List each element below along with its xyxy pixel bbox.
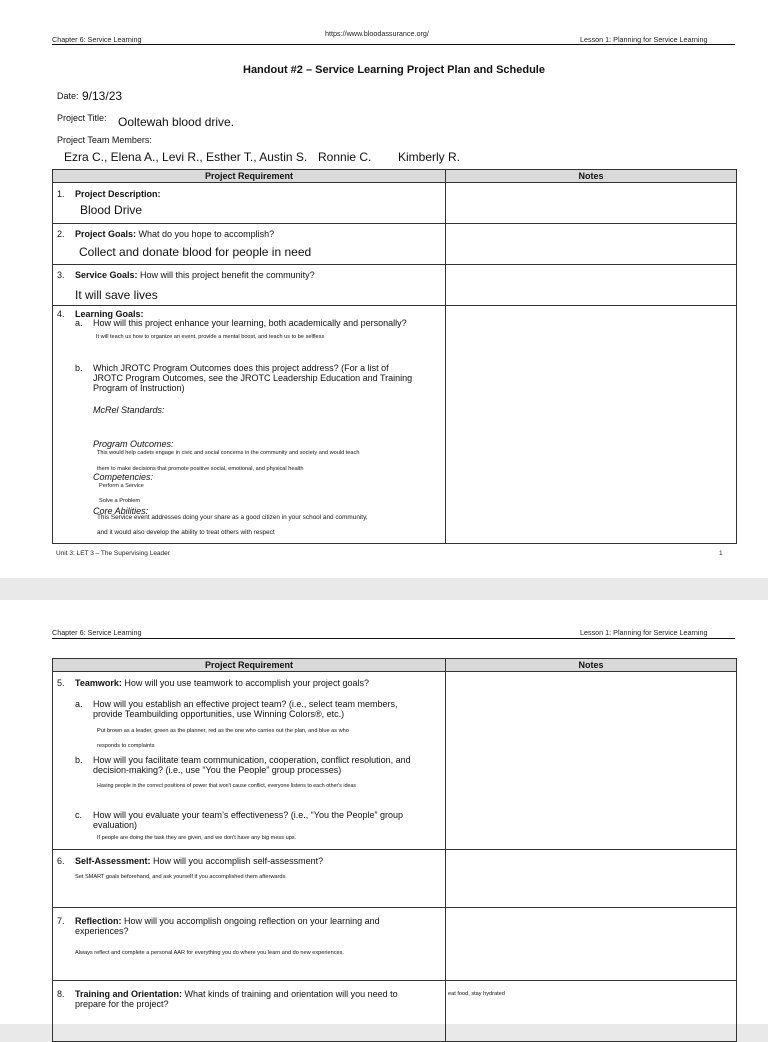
project-title-value: Ooltewah blood drive. <box>118 115 235 129</box>
sub-answer: If people are doing the task they are given, and we don't have any big mess ups. <box>97 835 297 841</box>
notes-cell[interactable] <box>446 981 737 1042</box>
row-label: Learning Goals: <box>75 309 144 319</box>
team-members-value: Ezra C., Elena A., Levi R., Esther T., Austin S. <box>64 150 308 164</box>
row-number: 1. <box>57 189 65 199</box>
page-header-left: Chapter 6: Service Learning <box>52 628 142 637</box>
notes-cell[interactable] <box>446 306 737 544</box>
handout-title: Handout #2 – Service Learning Project Plan and Schedule <box>243 64 545 76</box>
core-abilities-answer: and it would also develop the ability to treat others with respect <box>97 529 275 536</box>
sub-marker: b. <box>75 755 83 765</box>
row-label: Project Description: <box>75 189 161 199</box>
row-question: How will this project benefit the community? <box>137 270 315 280</box>
competencies-answer: Solve a Problem <box>99 498 141 504</box>
row-number: 2. <box>57 229 65 239</box>
notes-cell[interactable] <box>446 265 737 306</box>
column-header-requirement: Project Requirement <box>53 659 446 672</box>
page-header-right: Lesson 1: Planning for Service Learning <box>580 628 708 637</box>
page-footer-left: Unit 3: LET 3 – The Supervising Leader <box>56 550 170 557</box>
sub-question: Program of Instruction) <box>93 383 185 393</box>
team-members-label: Project Team Members: <box>57 135 152 145</box>
row-answer: Always reflect and complete a personal AAR for everything you do where you learn and do new experiences. <box>75 950 344 956</box>
program-outcomes-answer: them to make decisions that promote positive social, emotional, and physical health <box>97 466 304 472</box>
sub-question: decision-making? (i.e., use “You the People” group processes) <box>93 765 342 775</box>
sub-question: How will you evaluate your team’s effectiveness? (i.e., “You the People” group <box>93 810 404 820</box>
team-members-value-3: Kimberly R. <box>398 150 461 164</box>
row-number: 6. <box>57 856 65 866</box>
team-members-value-2: Ronnie C. <box>318 150 372 164</box>
sub-marker: b. <box>75 363 83 373</box>
row-label: Service Goals: <box>75 270 138 280</box>
header-rule <box>52 638 735 639</box>
program-outcomes-answer: This would help cadets engage in civic and social concerns in the community and society and would teach <box>97 450 360 456</box>
notes-cell[interactable] <box>446 183 737 224</box>
table-row <box>53 672 737 850</box>
table-row <box>53 224 737 265</box>
row-label: Reflection: <box>75 916 122 926</box>
date-label: Date: <box>57 91 79 101</box>
row-question: What do you hope to accomplish? <box>136 229 275 239</box>
sub-question: How will you facilitate team communication, cooperation, conflict resolution, and <box>93 755 411 765</box>
row-question: How will you accomplish ongoing reflection on your learning and <box>121 916 380 926</box>
header-rule <box>52 44 735 45</box>
sub-answer: Having people in the correct positions of power that won't cause conflict, everyone listens to each other's ideas <box>97 783 357 789</box>
column-header-requirement: Project Requirement <box>53 170 446 183</box>
document-page-2 <box>0 600 768 1024</box>
row-number: 7. <box>57 916 65 926</box>
core-abilities-answer: This Service event addresses doing your share as a good citizen in your school and community, <box>97 514 368 521</box>
sub-question: Which JROTC Program Outcomes does this project address? (For a list of <box>93 363 389 373</box>
sub-marker: c. <box>75 810 83 820</box>
row-question: prepare for the project? <box>75 999 169 1009</box>
row-number: 3. <box>57 270 65 280</box>
sub-answer: responds to complaints <box>97 743 155 749</box>
table-row <box>53 183 737 224</box>
project-title-label: Project Title: <box>57 113 107 123</box>
table-row <box>53 908 737 981</box>
row-number: 5. <box>57 678 65 688</box>
row-question: How will you use teamwork to accomplish your project goals? <box>121 678 369 688</box>
row-label: Training and Orientation: <box>75 989 183 999</box>
row-answer: Collect and donate blood for people in need <box>79 245 312 259</box>
page-header-left: Chapter 6: Service Learning <box>52 35 142 44</box>
row-label: Self-Assessment: <box>75 856 151 866</box>
table-row <box>53 265 737 306</box>
requirements-table <box>52 658 737 1042</box>
row-number: 8. <box>57 989 65 999</box>
program-outcomes-label: Program Outcomes: <box>93 439 174 449</box>
row-label: Teamwork: <box>75 678 122 688</box>
notes-cell[interactable] <box>446 672 737 850</box>
mcrel-standards-label: McRel Standards: <box>93 405 165 415</box>
competencies-answer: Perform a Service <box>99 483 144 489</box>
sub-marker: a. <box>75 699 83 709</box>
page-header-right: Lesson 1: Planning for Service Learning <box>580 35 708 44</box>
column-header-notes: Notes <box>446 659 737 672</box>
page-header-url[interactable]: https://www.bloodassurance.org/ <box>325 29 429 38</box>
row-answer: Set SMART goals beforehand, and ask yourself if you accomplished them afterwards. <box>75 874 287 880</box>
sub-question: JROTC Program Outcomes, see the JROTC Leadership Education and Training <box>93 373 413 383</box>
table-row <box>53 306 737 544</box>
page-number: 1 <box>719 550 723 557</box>
row-answer: Blood Drive <box>80 203 143 217</box>
row-label: Project Goals: <box>75 229 137 239</box>
core-abilities-label: Core Abilities: <box>93 506 149 516</box>
competencies-label: Competencies: <box>93 472 154 482</box>
row-answer: It will save lives <box>75 288 158 302</box>
row-question: What kinds of training and orientation will you need to <box>182 989 398 999</box>
notes-cell[interactable] <box>446 850 737 908</box>
row-question: experiences? <box>75 926 129 936</box>
requirements-table <box>52 169 737 544</box>
notes-cell[interactable] <box>446 224 737 265</box>
column-header-notes: Notes <box>446 170 737 183</box>
date-value: 9/13/23 <box>82 89 123 103</box>
row-question: How will you accomplish self-assessment? <box>150 856 324 866</box>
sub-question: How will this project enhance your learning, both academically and personally? <box>93 318 407 328</box>
table-row <box>53 981 737 1042</box>
row-notes: eat food, stay hydrated <box>448 991 505 997</box>
sub-question: provide Teambuilding opportunities, use Winning Colors®, etc.) <box>93 709 345 719</box>
sub-marker: a. <box>75 318 83 328</box>
sub-question: How will you establish an effective project team? (i.e., select team members, <box>93 699 398 709</box>
table-row <box>53 850 737 908</box>
sub-question: evaluation) <box>93 820 138 830</box>
row-number: 4. <box>57 309 65 319</box>
sub-answer: It will teach us how to organize an event, provide a mental boost, and teach us to be selfless <box>96 334 325 340</box>
sub-answer: Put brown as a leader, green as the planner, red as the one who carries out the plan, and blue as who <box>97 728 349 734</box>
notes-cell[interactable] <box>446 908 737 981</box>
